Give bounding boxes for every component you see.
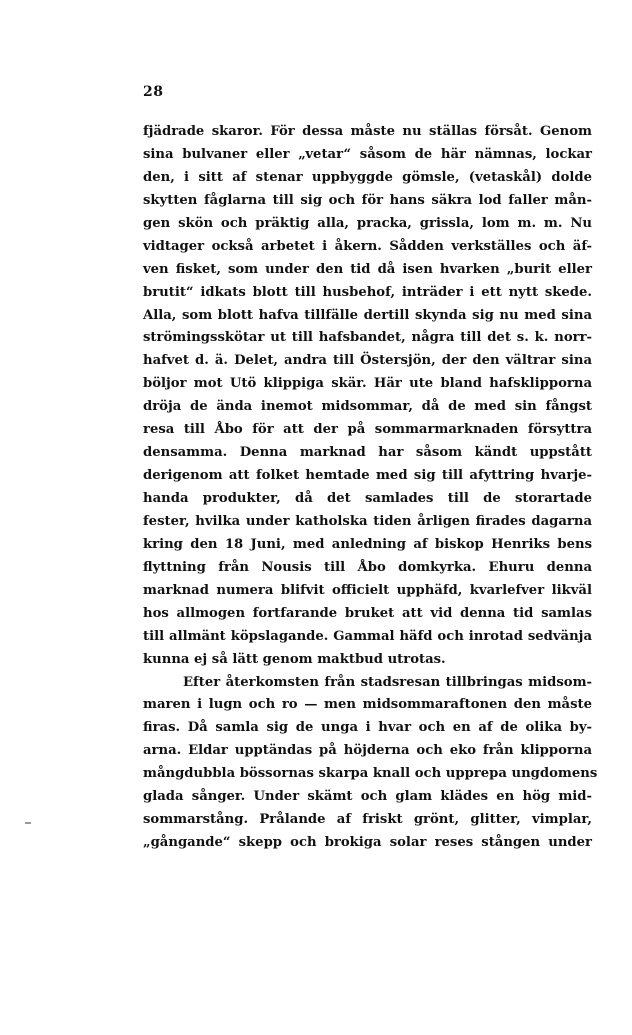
text-line: kring den 18 Juni, med anledning af biskop Henriks bens: [143, 536, 592, 552]
text-line: resa till Åbo för att der på sommarmarknaden försyttra: [143, 422, 592, 438]
text-line: firas. Då samla sig de unga i hvar och en af de olika by-: [143, 720, 592, 736]
text-line: brutit“ idkats blott till husbehof, inträder i ett nytt skede.: [143, 284, 592, 300]
text-line: strömingsskötar ut till hafsbandet, några till det s. k. norr-: [143, 330, 592, 346]
text-line: fjädrade skaror. För dessa måste nu ställas försåt. Genom: [143, 124, 592, 139]
text-line: den, i sitt af stenar uppbyggde gömsle, (vetaskål) dolde: [143, 169, 592, 185]
text-line: fester, hvilka under katholska tiden årligen firades dagarna: [143, 513, 592, 529]
paragraph-start-line: Efter återkomsten från stadsresan tillbringas midsom-: [183, 674, 592, 690]
text-line: vidtager också arbetet i åkern. Sådden verkställes och äf-: [143, 238, 592, 254]
text-line: hos allmogen fortfarande bruket att vid denna tid samlas: [143, 605, 592, 621]
paragraph-end-line: kunna ej så lätt genom maktbud utrotas.: [143, 651, 446, 667]
text-line: hafvet d. ä. Delet, andra till Östersjön, der den vältrar sina: [143, 353, 592, 369]
text-line: sina bulvaner eller „vetar“ såsom de här nämnas, lockar: [143, 146, 592, 162]
page-number: 28: [143, 84, 164, 100]
text-line: handa produkter, då det samlades till de storartade: [143, 491, 592, 506]
text-line: „gångande“ skepp och brokiga solar reses stången under: [143, 835, 592, 851]
margin-speck: [25, 822, 31, 824]
text-line: ven fisket, som under den tid då isen hvarken „burit eller: [143, 261, 592, 277]
text-line: sommarstång. Prålande af friskt grönt, glitter, vimplar,: [143, 812, 592, 828]
text-line: mångdubbla bössornas skarpa knall och upprepa ungdomens: [143, 766, 598, 782]
text-line: skytten fåglarna till sig och för hans säkra lod faller mån-: [143, 192, 592, 208]
text-line: gen skön och präktig alla, pracka, grissla, lom m. m. Nu: [143, 215, 592, 231]
body-text: [143, 121, 598, 855]
text-line: glada sånger. Under skämt och glam klädes en hög mid-: [143, 789, 592, 805]
text-line: marknad numera blifvit officielt upphäfd, kvarlefver likväl: [143, 582, 592, 598]
text-line: derigenom att folket hemtade med sig till afyttring hvarje-: [143, 468, 592, 484]
text-line: maren i lugn och ro — men midsommaraftonen den måste: [143, 697, 592, 713]
text-line: densamma. Denna marknad har såsom kändt uppstått: [143, 445, 592, 461]
text-line: Alla, som blott hafva tillfälle dertill skynda sig nu med sina: [143, 307, 592, 323]
text-line: böljor mot Utö klippiga skär. Här ute bland hafsklipporna: [143, 376, 592, 392]
text-line: flyttning från Nousis till Åbo domkyrka. Ehuru denna: [143, 559, 592, 575]
text-line: till allmänt köpslagande. Gammal häfd och inrotad sedvänja: [143, 628, 592, 644]
text-line: dröja de ända inemot midsommar, då de med sin fångst: [143, 399, 592, 415]
text-line: arna. Eldar upptändas på höjderna och eko från klipporna: [143, 743, 592, 759]
